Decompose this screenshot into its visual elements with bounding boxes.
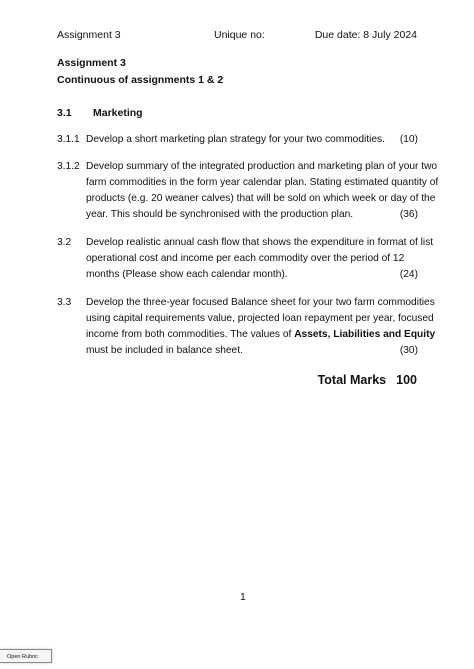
question-text	[86, 159, 439, 223]
question-marks: (36)	[399, 209, 418, 220]
question-marks: (10)	[399, 134, 418, 145]
question-number: 3.1.1	[57, 134, 80, 145]
question-line-text: must be included in balance sheet.	[86, 345, 243, 356]
question-line-text: months (Please show each calendar month).	[86, 269, 288, 280]
total-marks-value: 100	[396, 373, 417, 387]
question-line-text: year. This should be synchronised with the production plan.	[86, 209, 354, 220]
bold-phrase: Assets, Liabilities and Equity	[294, 329, 436, 340]
question-line	[86, 132, 418, 148]
assignment-subtitle: Continuous of assignments 1 & 2	[57, 74, 224, 86]
assignment-title: Assignment 3	[57, 57, 126, 69]
question-line-text: income from both commodities. The values of	[86, 329, 295, 340]
open-rubric-button[interactable]: Open Rubric	[0, 649, 52, 663]
question-line	[86, 207, 418, 223]
question-line: products (e.g. 20 weaner calves) that will be sold on which week or day of the	[86, 193, 436, 204]
question-line: Develop realistic annual cash flow that shows the expenditure in format of list	[86, 237, 434, 248]
question-line: Develop the three-year focused Balance sheet for your two farm commodities	[86, 297, 435, 308]
question-line: Develop summary of the integrated production and marketing plan of your two	[86, 161, 438, 172]
question-line	[86, 343, 418, 359]
total-marks-label: Total Marks	[317, 373, 387, 387]
section-number: 3.1	[57, 107, 72, 119]
question-line-text: Develop a short marketing plan strategy for your two commodities.	[86, 134, 385, 145]
question-number: 3.1.2	[57, 161, 80, 172]
question-marks: (24)	[399, 269, 418, 280]
question-marks: (30)	[399, 345, 418, 356]
header-unique-no: Unique no:	[214, 29, 265, 41]
question-line: farm commodities in the form year calendar plan. Stating estimated quantity of	[86, 177, 439, 188]
question-text	[86, 295, 436, 359]
question-number: 3.2	[57, 237, 72, 248]
question-line: operational cost and income per each commodity over the period of 12	[86, 253, 405, 264]
question-text	[86, 235, 434, 283]
question-text	[86, 132, 418, 148]
question-number: 3.3	[57, 297, 72, 308]
section-label: Marketing	[93, 107, 143, 119]
question-line	[86, 267, 418, 283]
header-due-date: Due date: 8 July 2024	[314, 29, 417, 41]
page-header	[57, 29, 417, 43]
page-number: 1	[240, 591, 246, 603]
question-line: using capital requirements value, projected loan repayment per year, focused	[86, 313, 434, 324]
total-marks	[318, 373, 417, 387]
question-line	[86, 327, 436, 343]
header-assignment: Assignment 3	[57, 29, 121, 41]
